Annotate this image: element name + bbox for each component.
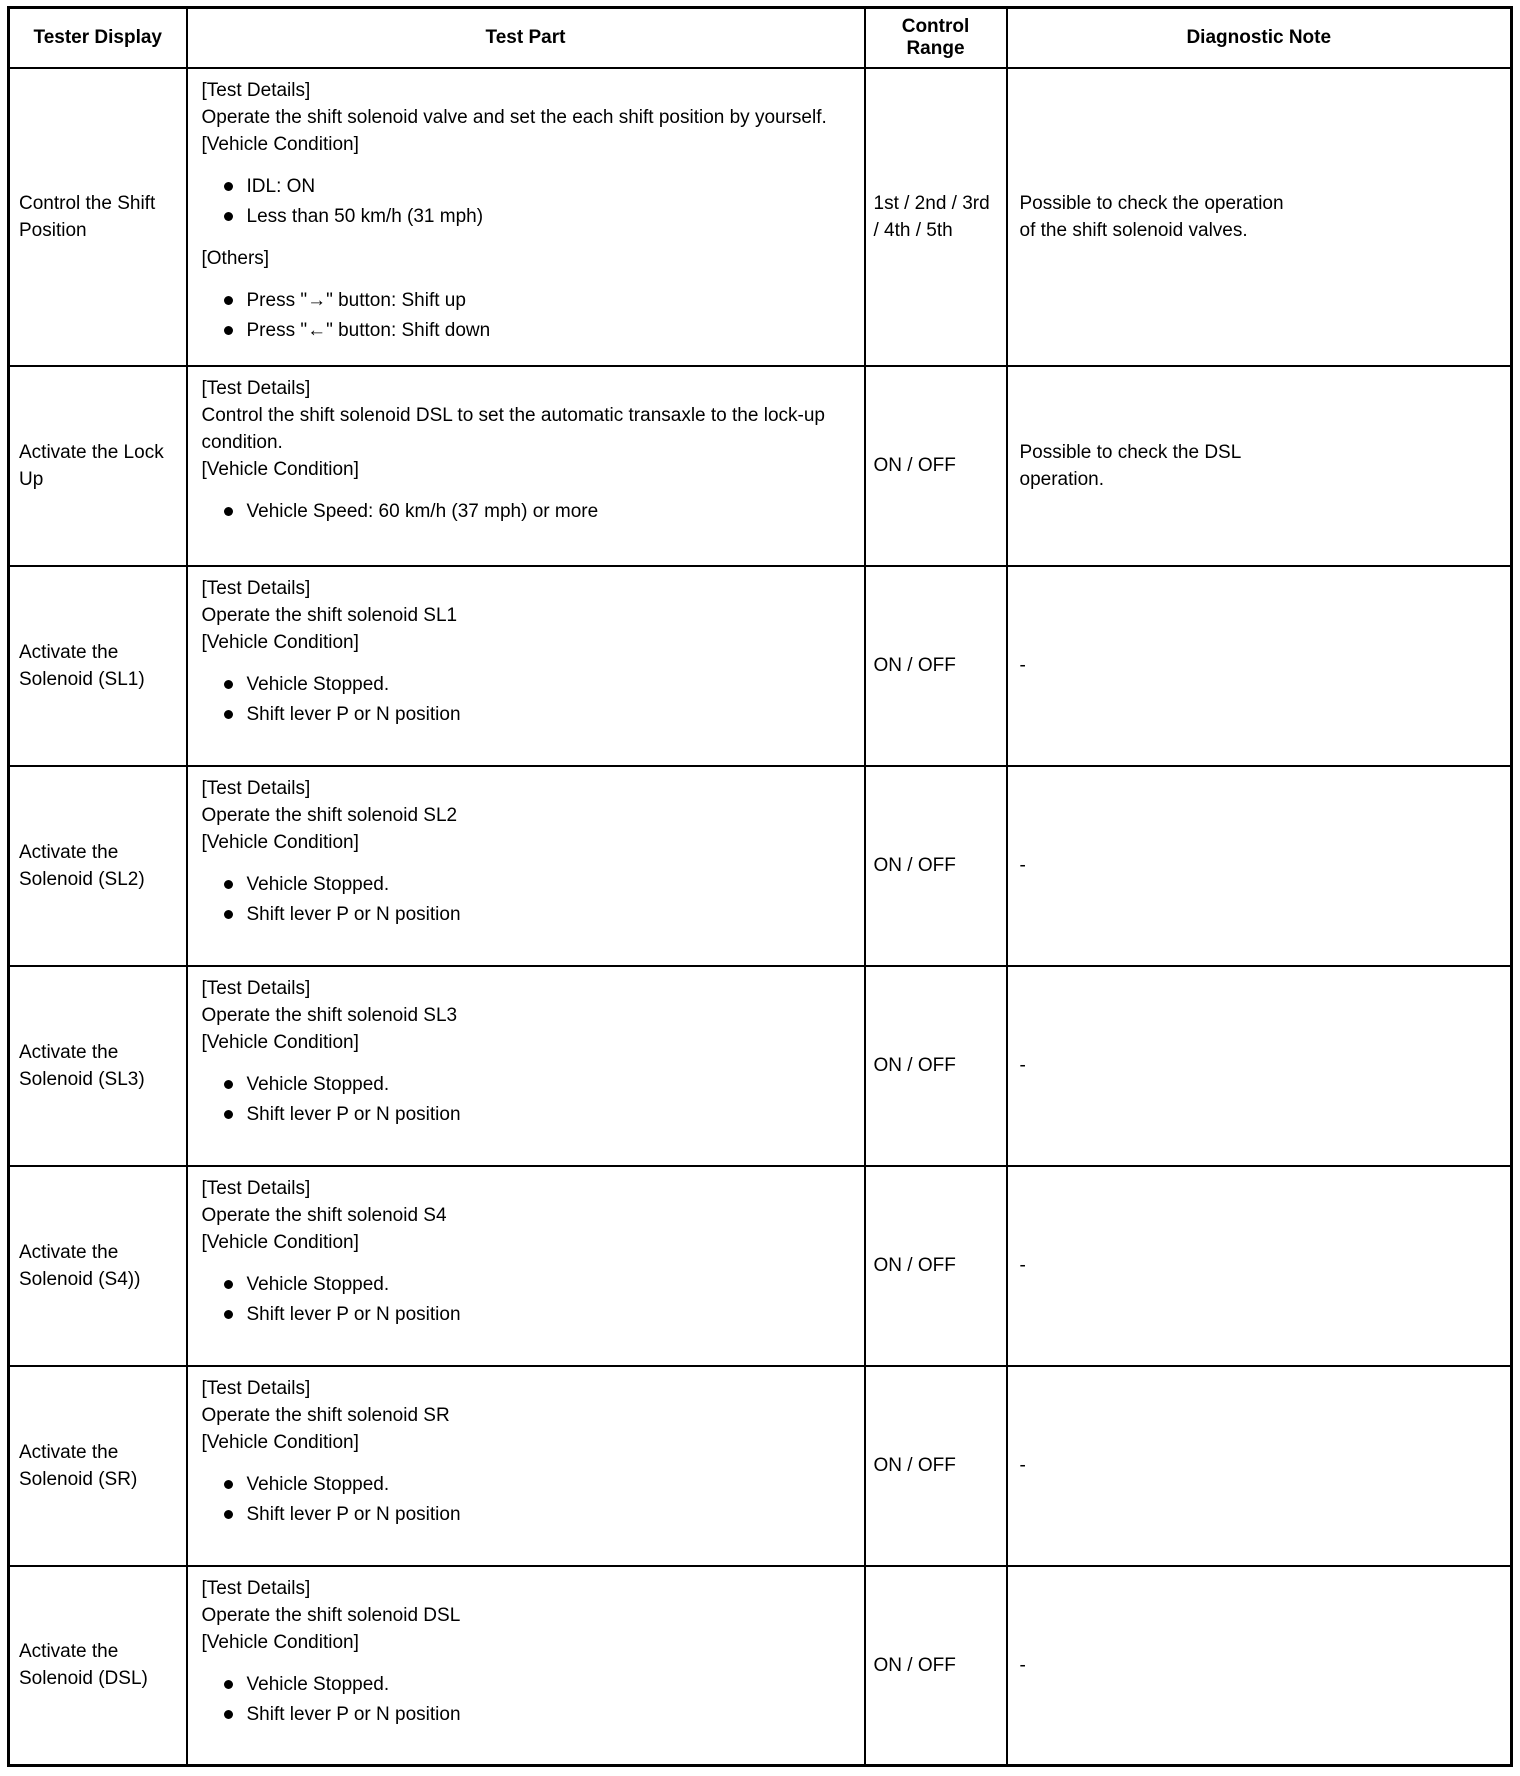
diagnostic-note-cell (1007, 366, 1512, 566)
test-part-line: [Vehicle Condition] (201, 133, 359, 155)
diagnostic-note-text: - (1019, 1255, 1026, 1276)
bullet-text: Shift lever P or N position (246, 1503, 461, 1525)
tester-display-cell (9, 1566, 187, 1766)
control-range-text: 1st / 2nd / 3rd / 4th / 5th (873, 192, 990, 241)
bullet-text: IDL: ON (246, 175, 316, 197)
test-part-cell (187, 966, 865, 1166)
bullet-item (224, 1101, 850, 1128)
test-part-line: [Test Details] (201, 777, 311, 799)
bullet-icon (224, 1510, 233, 1519)
table-row (9, 1366, 1512, 1566)
test-part-line: [Test Details] (201, 577, 311, 599)
bullet-list (202, 173, 850, 230)
diagnostic-note-cell (1007, 566, 1512, 766)
bullet-text: Shift lever P or N position (246, 1303, 461, 1325)
bullet-icon (224, 507, 233, 516)
diagnostic-note-text: - (1019, 855, 1026, 876)
test-part-line: [Others] (201, 247, 270, 269)
bullet-item (224, 701, 850, 728)
bullet-icon (224, 1710, 233, 1719)
bullet-text: Less than 50 km/h (31 mph) (246, 205, 484, 227)
tester-display-text: Activate the Solenoid (SL2) (19, 841, 145, 890)
control-range-text: ON / OFF (873, 1255, 956, 1276)
bullet-item (224, 498, 850, 525)
bullet-list (202, 498, 850, 525)
diagnostic-note-text: Possible to check the DSL operation. (1019, 441, 1241, 490)
table-row (9, 68, 1512, 366)
bullet-icon (224, 1310, 233, 1319)
table-body (9, 68, 1512, 1766)
table-row (9, 766, 1512, 966)
control-range-cell (865, 1166, 1007, 1366)
bullet-text: Vehicle Stopped. (246, 1473, 390, 1495)
bullet-list (202, 1271, 850, 1328)
bullet-icon (224, 182, 233, 191)
bullet-text: Shift lever P or N position (246, 1103, 461, 1125)
bullet-icon (224, 1680, 233, 1689)
test-part-line: [Vehicle Condition] (201, 1231, 359, 1253)
bullet-icon (224, 1110, 233, 1119)
bullet-icon (224, 910, 233, 919)
document-page (7, 6, 1513, 1767)
test-part-line: [Test Details] (201, 1177, 311, 1199)
diagnostic-note-cell (1007, 966, 1512, 1166)
bullet-list (202, 1471, 850, 1528)
table-row (9, 366, 1512, 566)
test-part-line: [Test Details] (201, 377, 311, 399)
diagnostic-note-cell (1007, 1166, 1512, 1366)
diagnostic-note-text: - (1019, 1654, 1026, 1676)
bullet-item (224, 287, 850, 314)
diagnostic-note-cell (1007, 1566, 1512, 1766)
test-part-line: [Vehicle Condition] (201, 831, 359, 853)
bullet-icon (224, 1480, 233, 1489)
test-part-line: [Test Details] (201, 1577, 311, 1599)
diagnostic-note-cell (1007, 766, 1512, 966)
bullet-text: Shift lever P or N position (246, 903, 461, 925)
control-range-text: ON / OFF (873, 1654, 956, 1676)
test-part-line: Operate the shift solenoid S4 (201, 1204, 447, 1226)
control-range-cell (865, 366, 1007, 566)
test-part-line: Operate the shift solenoid valve and set the each shift position by yourself. (201, 106, 827, 128)
bullet-list (202, 671, 850, 728)
bullet-list (202, 287, 850, 344)
bullet-icon (224, 880, 233, 889)
bullet-item (224, 871, 850, 898)
table-row (9, 966, 1512, 1166)
diagnostic-table (7, 6, 1513, 1767)
table-header (9, 8, 1512, 68)
tester-display-text: Activate the Solenoid (SL3) (19, 1041, 145, 1090)
control-range-cell (865, 1366, 1007, 1566)
bullet-icon (224, 1080, 233, 1089)
header-diagnostic-note: Diagnostic Note (1007, 8, 1512, 68)
test-part-line: [Test Details] (201, 79, 311, 101)
tester-display-cell (9, 566, 187, 766)
test-part-line: Operate the shift solenoid SR (201, 1404, 450, 1426)
test-part-line: [Vehicle Condition] (201, 631, 359, 653)
test-part-line: Operate the shift solenoid DSL (201, 1604, 461, 1626)
bullet-text: Vehicle Speed: 60 km/h (37 mph) or more (246, 500, 599, 522)
test-part-line: Operate the shift solenoid SL2 (201, 804, 458, 826)
control-range-cell (865, 966, 1007, 1166)
test-part-line: Operate the shift solenoid SL3 (201, 1004, 458, 1026)
bullet-item (224, 1671, 850, 1698)
diagnostic-note-text: Possible to check the operation of the shift solenoid valves. (1019, 192, 1284, 241)
bullet-item (224, 203, 850, 230)
bullet-text: Vehicle Stopped. (246, 1073, 390, 1095)
bullet-item (224, 1271, 850, 1298)
table-row (9, 566, 1512, 766)
bullet-text: Shift lever P or N position (246, 703, 461, 725)
test-part-line: [Test Details] (201, 977, 311, 999)
tester-display-cell (9, 1366, 187, 1566)
test-part-line: [Vehicle Condition] (201, 1631, 359, 1653)
tester-display-text: Control the Shift Position (19, 192, 156, 241)
diagnostic-note-text: - (1019, 1055, 1026, 1076)
diagnostic-note-cell (1007, 68, 1512, 366)
tester-display-text: Activate the Solenoid (DSL) (19, 1641, 148, 1690)
header-test-part: Test Part (187, 8, 865, 68)
test-part-cell (187, 1366, 865, 1566)
test-part-line: [Vehicle Condition] (201, 458, 359, 480)
table-row (9, 1166, 1512, 1366)
header-row (9, 8, 1512, 68)
test-part-line: [Vehicle Condition] (201, 1031, 359, 1053)
bullet-icon (224, 1280, 233, 1289)
control-range-cell (865, 1566, 1007, 1766)
control-range-text: ON / OFF (873, 1055, 956, 1076)
tester-display-text: Activate the Solenoid (SL1) (19, 641, 145, 690)
control-range-text: ON / OFF (873, 1455, 956, 1476)
bullet-item (224, 1301, 850, 1328)
test-part-cell (187, 1566, 865, 1766)
diagnostic-note-text: - (1019, 1455, 1026, 1476)
bullet-item (224, 173, 850, 200)
bullet-text: Vehicle Stopped. (246, 873, 390, 895)
bullet-item (224, 1071, 850, 1098)
control-range-cell (865, 766, 1007, 966)
bullet-text: Vehicle Stopped. (246, 673, 390, 695)
table-row (9, 1566, 1512, 1766)
bullet-item (224, 671, 850, 698)
bullet-text: Shift lever P or N position (246, 1703, 461, 1725)
tester-display-text: Activate the Lock Up (19, 441, 164, 490)
bullet-item (224, 901, 850, 928)
bullet-item (224, 1501, 850, 1528)
test-part-line: [Test Details] (201, 1377, 311, 1399)
test-part-line: Operate the shift solenoid SL1 (201, 604, 458, 626)
bullet-icon (224, 296, 233, 305)
bullet-icon (224, 212, 233, 221)
control-range-text: ON / OFF (873, 655, 956, 676)
header-tester-display: Tester Display (9, 8, 187, 68)
tester-display-cell (9, 966, 187, 1166)
header-control-range: Control Range (865, 8, 1007, 68)
bullet-item (224, 317, 850, 344)
bullet-list (202, 871, 850, 928)
bullet-item (224, 1471, 850, 1498)
bullet-item (224, 1701, 850, 1728)
test-part-cell (187, 566, 865, 766)
control-range-cell (865, 68, 1007, 366)
diagnostic-note-text: - (1019, 655, 1026, 676)
bullet-list (202, 1071, 850, 1128)
test-part-cell (187, 766, 865, 966)
tester-display-cell (9, 366, 187, 566)
test-part-line: Control the shift solenoid DSL to set the automatic transaxle to the lock-up condition. (201, 404, 825, 453)
bullet-icon (224, 680, 233, 689)
diagnostic-note-cell (1007, 1366, 1512, 1566)
tester-display-cell (9, 68, 187, 366)
bullet-text: Press "←" button: Shift down (246, 319, 491, 341)
bullet-icon (224, 710, 233, 719)
test-part-cell (187, 68, 865, 366)
test-part-cell (187, 1166, 865, 1366)
control-range-cell (865, 566, 1007, 766)
bullet-list (202, 1671, 850, 1728)
bullet-text: Vehicle Stopped. (246, 1673, 390, 1695)
bullet-icon (224, 326, 233, 335)
bullet-text: Vehicle Stopped. (246, 1273, 390, 1295)
tester-display-text: Activate the Solenoid (SR) (19, 1441, 138, 1490)
tester-display-cell (9, 766, 187, 966)
tester-display-text: Activate the Solenoid (S4)) (19, 1241, 141, 1290)
bullet-text: Press "→" button: Shift up (246, 289, 466, 311)
tester-display-cell (9, 1166, 187, 1366)
control-range-text: ON / OFF (873, 455, 956, 476)
test-part-line: [Vehicle Condition] (201, 1431, 359, 1453)
test-part-cell (187, 366, 865, 566)
control-range-text: ON / OFF (873, 855, 956, 876)
